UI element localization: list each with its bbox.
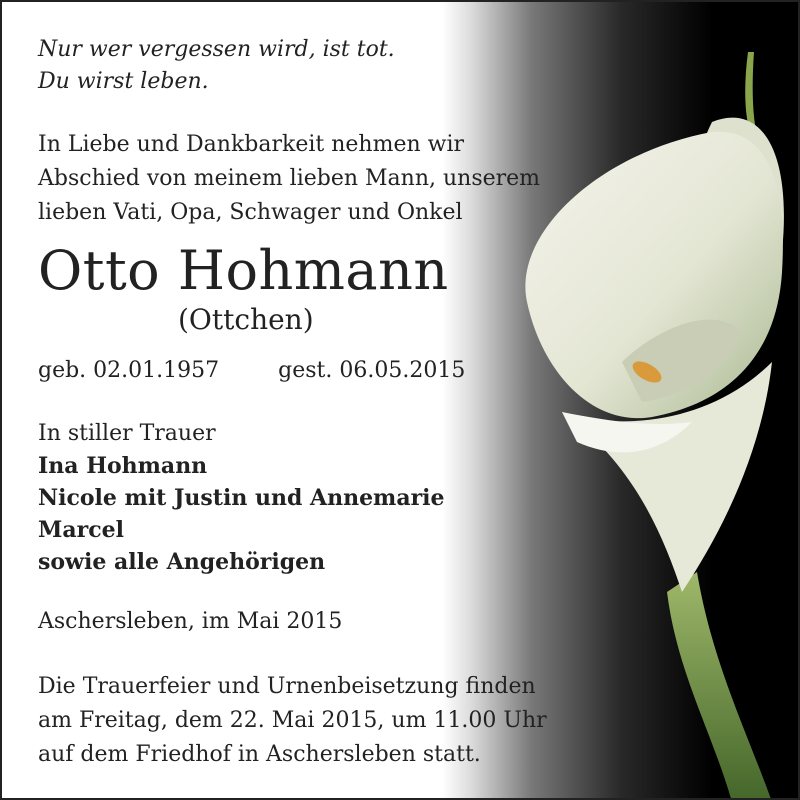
service-info [38, 670, 547, 772]
life-dates [38, 356, 465, 386]
service-line: Die Trauerfeier und Urnenbeisetzung finden [38, 674, 536, 699]
mourners-block [38, 418, 445, 578]
death-date: gest. 06.05.2015 [278, 358, 466, 383]
deceased-nickname: (Ottchen) [178, 303, 314, 336]
quote-line: Du wirst leben. [38, 69, 209, 94]
mourner: Nicole mit Justin und Annemarie [38, 485, 445, 511]
mourner: Ina Hohmann [38, 453, 208, 479]
birth-date: geb. 02.01.1957 [38, 358, 220, 383]
place-date: Aschersleben, im Mai 2015 [38, 609, 343, 634]
mourner: Marcel [38, 517, 124, 543]
intro-text [38, 128, 540, 230]
intro-line: Abschied von meinem lieben Mann, unserem [38, 166, 541, 191]
mourner: sowie alle Angehörigen [38, 549, 326, 575]
service-line: auf dem Friedhof in Aschersleben statt. [38, 742, 481, 767]
mourning-intro: In stiller Trauer [38, 421, 216, 446]
quote [38, 34, 395, 98]
service-line: am Freitag, dem 22. Mai 2015, um 11.00 Uhr [38, 708, 547, 733]
intro-line: In Liebe und Dankbarkeit nehmen wir [38, 132, 465, 157]
quote-line: Nur wer vergessen wird, ist tot. [38, 37, 395, 62]
deceased-name: Otto Hohmann [38, 239, 449, 302]
intro-line: lieben Vati, Opa, Schwager und Onkel [38, 200, 463, 225]
